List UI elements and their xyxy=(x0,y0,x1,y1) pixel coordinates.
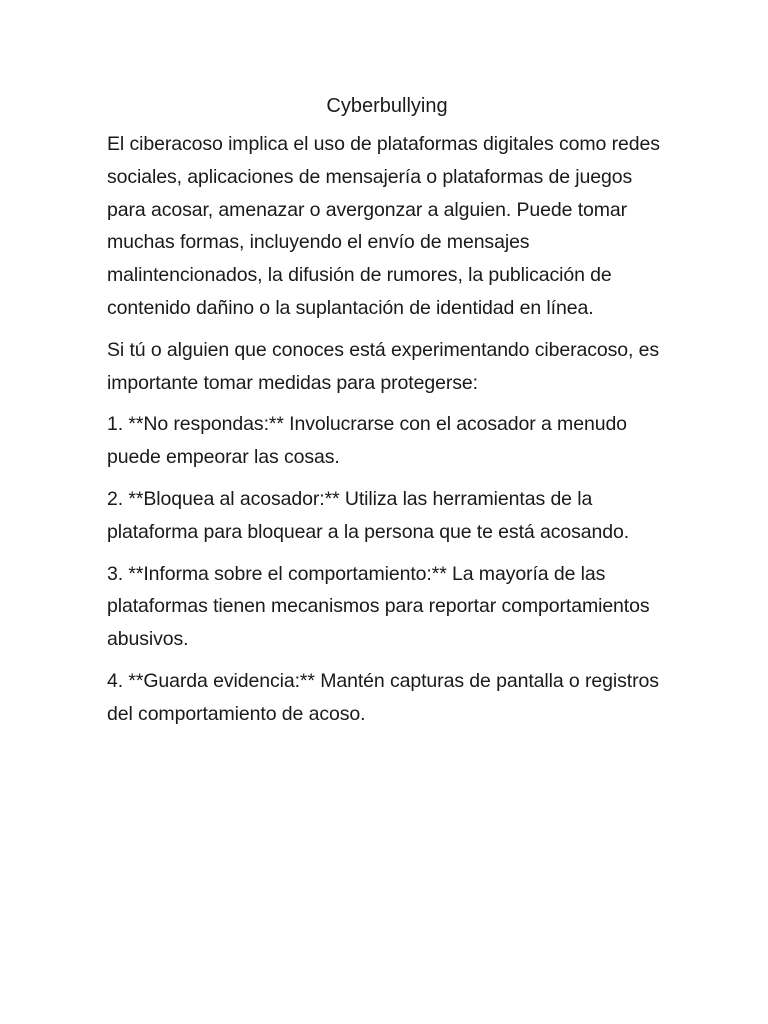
list-item-2: 2. **Bloquea al acosador:** Utiliza las herramientas de la plataforma para bloquear a la persona que te está acosando. xyxy=(107,487,630,543)
document-title: Cyberbullying xyxy=(326,95,448,117)
list-item-3: 3. **Informa sobre el comportamiento:** La mayoría de las plataformas tienen mecanismos para reportar comportamientos abusivos. xyxy=(107,562,650,651)
list-item-1: 1. **No respondas:** Involucrarse con el acosador a menudo puede empeorar las cosas. xyxy=(107,413,627,469)
paragraph-intro: El ciberacoso implica el uso de plataformas digitales como redes sociales, aplicaciones de mensajería o plataformas de juegos para acosar, amenazar o avergonzar a alguien. Puede tomar muchas formas, incluyendo el envío de mensajes malintencionados, la difusión de rumores, la publicación de contenido dañino o la suplantación de identidad en línea. xyxy=(107,133,660,319)
paragraph-advice-intro: Si tú o alguien que conoces está experimentando ciberacoso, es importante tomar medidas para protegerse: xyxy=(107,338,660,394)
document-page xyxy=(107,92,667,740)
list-item-4: 4. **Guarda evidencia:** Mantén capturas de pantalla o registros del comportamiento de acoso. xyxy=(107,669,659,725)
